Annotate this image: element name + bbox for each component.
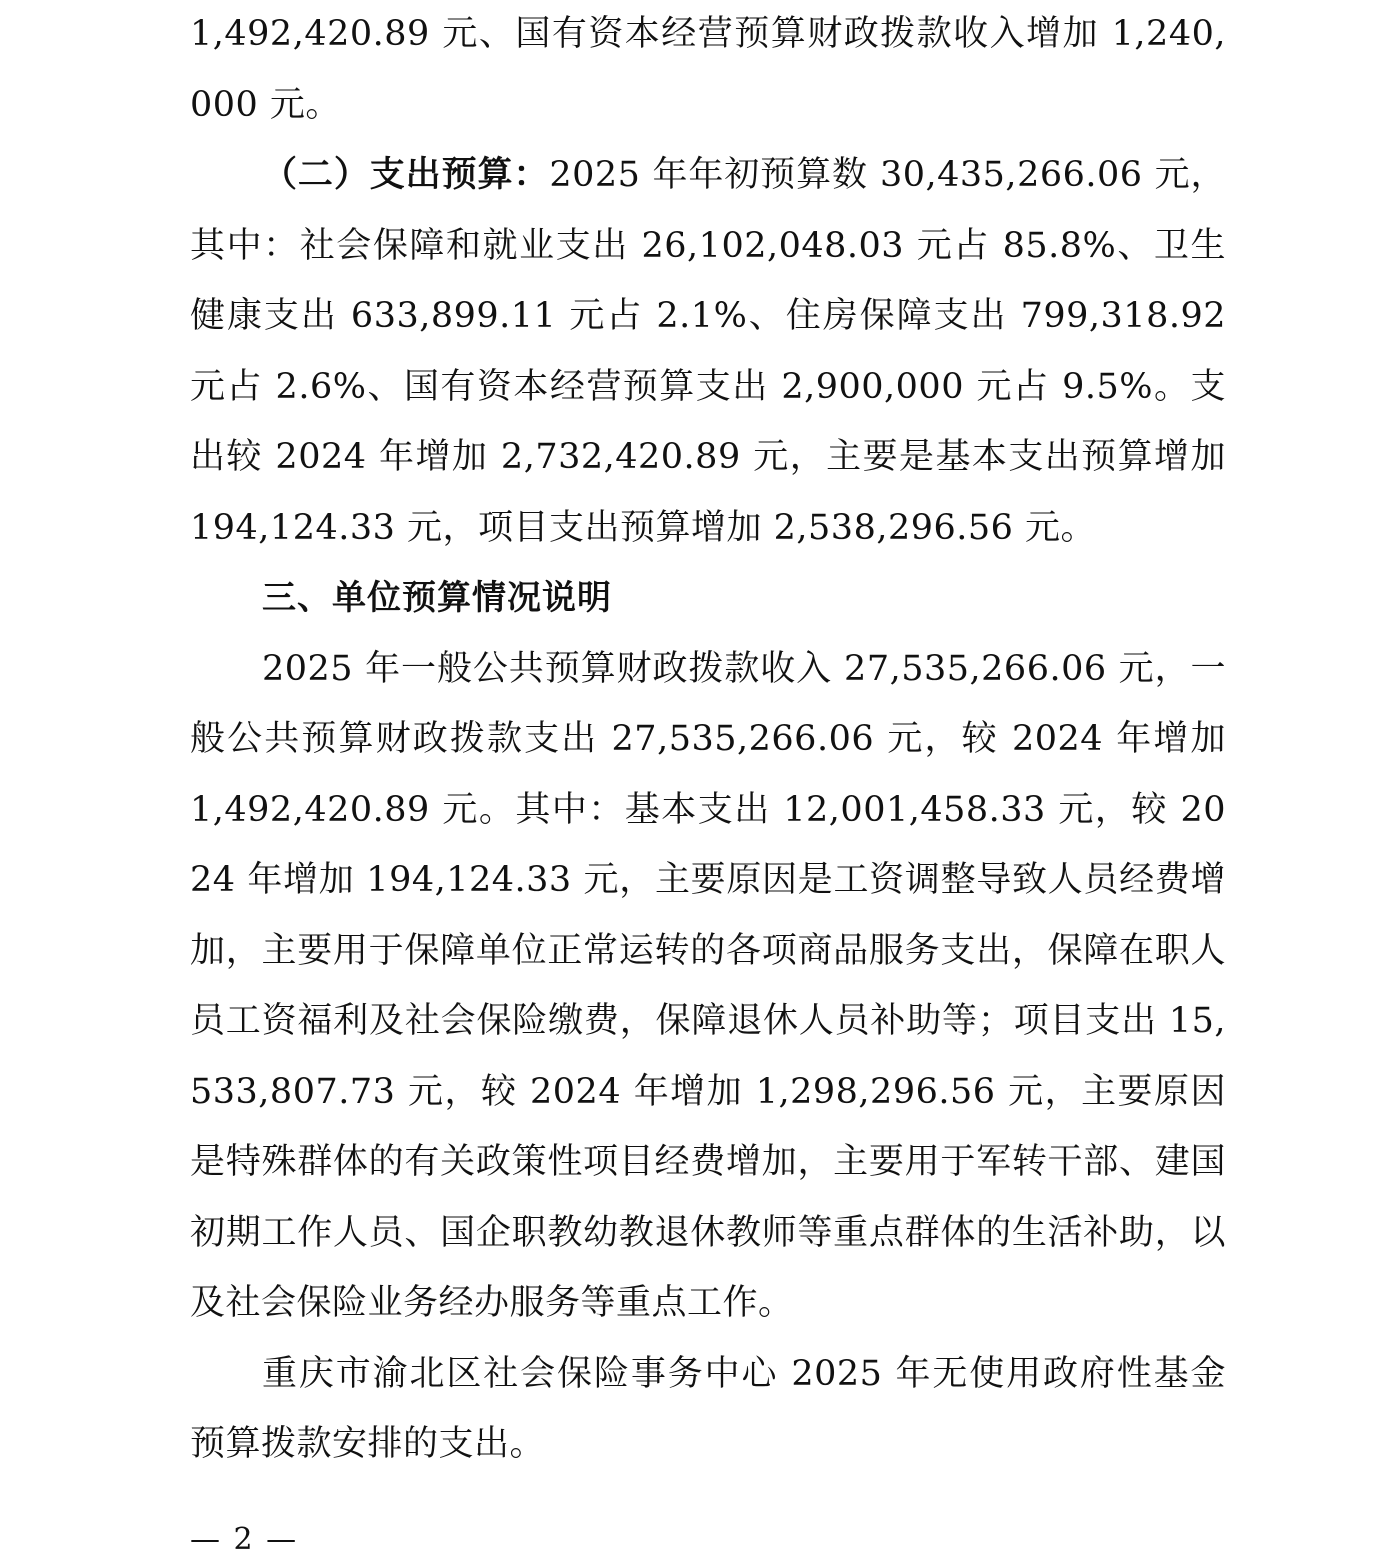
paragraph-income-continuation: 1,492,420.89 元、国有资本经营预算财政拨款收入增加 1,240,000 元。 [190,14,1226,125]
expenditure-budget-text: 2025 年年初预算数 30,435,266.06 元，其中：社会保障和就业支出 26,102,048.03 元占 85.8%、卫生健康支出 633,899.11 元占 2.1%、住房保障支出 799,318.92 元占 2.6%、国有资本经营预算支出 2,900,000 元占 9.5%。支出较 2024 年增加 2,732,420.89 元，主要是基本支出预算增加 194,124.33 元，项目支出预算增加 2,538,296.56 元。 [190,155,1226,548]
paragraph-expenditure-budget [190,140,1226,563]
document-body [190,0,1226,1480]
expenditure-budget-lead: （二）支出预算： [262,155,550,195]
page-number: — 2 — [190,1522,299,1557]
paragraph-government-fund: 重庆市渝北区社会保险事务中心 2025 年无使用政府性基金预算拨款安排的支出。 [190,1353,1226,1464]
section-heading-unit-budget: 三、单位预算情况说明 [262,578,612,618]
paragraph-unit-budget: 2025 年一般公共预算财政拨款收入 27,535,266.06 元，一般公共预算财政拨款支出 27,535,266.06 元，较 2024 年增加 1,492,420.89 元。其中：基本支出 12,001,458.33 元，较 2024 年增加 194,124.33 元，主要原因是工资调整导致人员经费增加，主要用于保障单位正常运转的各项商品服务支出，保障在职人员工资福利及社会保险缴费，保障退休人员补助等；项目支出 15,533,807.73 元，较 2024 年增加 1,298,296.56 元，主要原因是特殊群体的有关政策性项目经费增加，主要用于军转干部、建国初期工作人员、国企职教幼教退休教师等重点群体的生活补助，以及社会保险业务经办服务等重点工作。 [190,648,1226,1323]
